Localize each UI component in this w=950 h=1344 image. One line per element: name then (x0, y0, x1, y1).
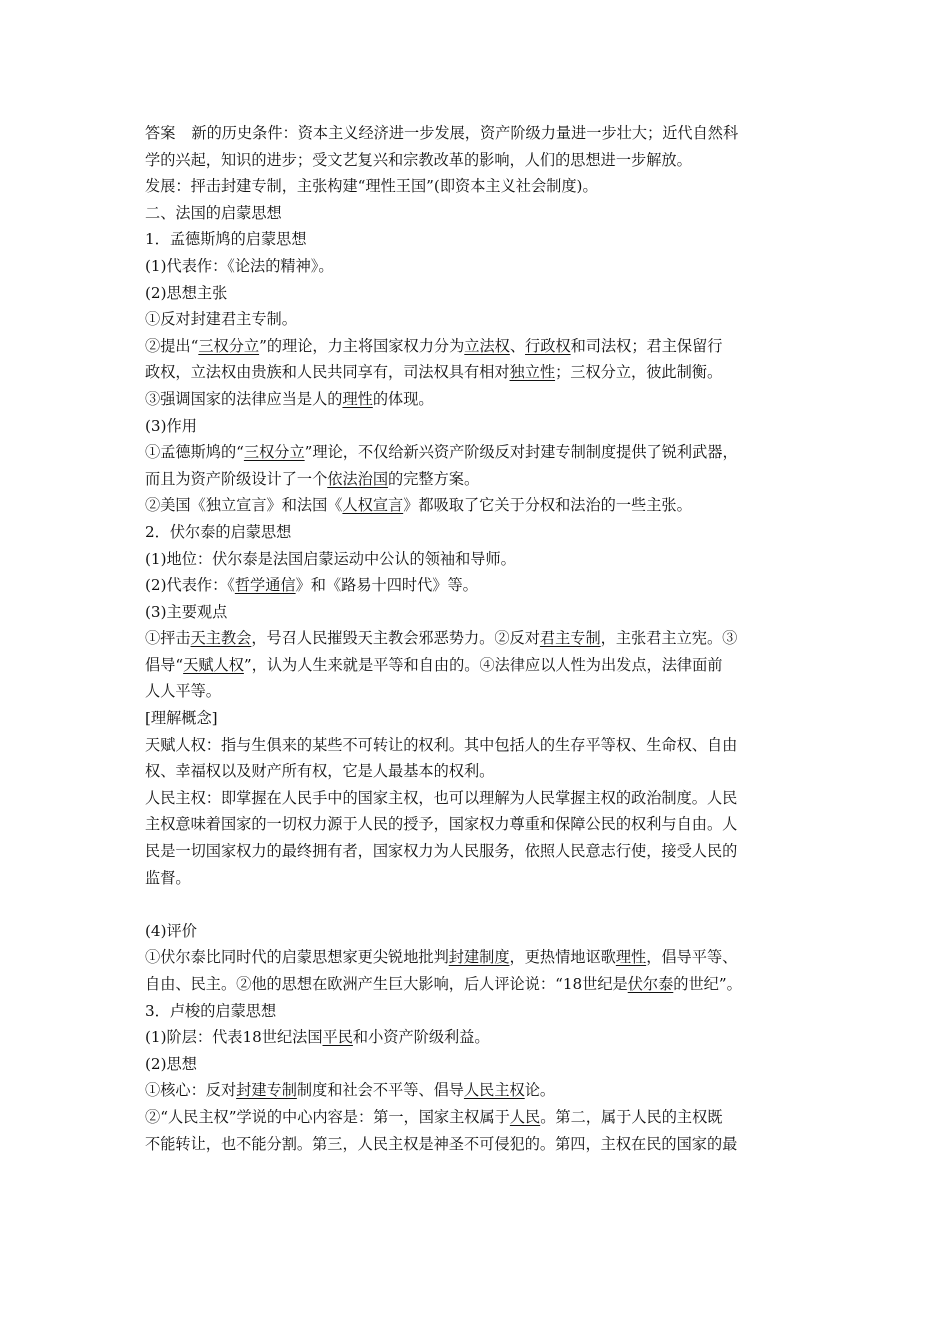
text-line (145, 971, 825, 998)
text-span: ②“人民主权”学说的中心内容是：第一，国家主权属于 (145, 1107, 510, 1126)
subsection-heading: 2．伏尔泰的启蒙思想 (145, 522, 292, 541)
text-line: 民是一切国家权力的最终拥有者，国家权力为人民服务，依照人民意志行使，接受人民的 (145, 842, 738, 861)
text-line: 人人平等。 (145, 682, 221, 701)
text-span: 而且为资产阶级设计了一个 (145, 469, 328, 488)
text-span: ”的理论，力主将国家权力分为 (259, 336, 465, 355)
underlined-term: 君主专制 (539, 629, 601, 648)
text-span: ，号召人民摧毁天主教会邪恶势力。②反对 (251, 629, 540, 648)
text-span: 的完整方案。 (388, 469, 480, 488)
text-span: ，更热情地讴歌 (509, 948, 616, 967)
text-span: 的体现。 (372, 389, 434, 408)
text-span: 倡导“ (145, 655, 184, 674)
text-line (145, 466, 825, 493)
underlined-term: 依法治国 (327, 469, 388, 488)
text-span: 》都吸取了它关于分权和法治的一些主张。 (403, 496, 692, 515)
section-heading: 二、法国的启蒙思想 (145, 203, 282, 222)
text-line: 监督。 (145, 868, 191, 887)
text-span: 自由、民主。②他的思想在欧洲产生巨大影响，后人评论说：“18世纪是 (145, 975, 628, 993)
text-span: ②提出“ (145, 336, 199, 355)
text-span: ”，认为人生来就是平等和自由的。④法律应以人性为出发点，法律面前 (243, 655, 723, 674)
text-line (145, 359, 825, 386)
text-span: ”理论，不仅给新兴资产阶级反对封建专制制度提供了锐利武器， (304, 443, 738, 462)
underlined-term: 封建专制 (236, 1081, 297, 1100)
text-span: 、 (509, 336, 526, 355)
text-span: (1)阶层：代表18世纪法国 (145, 1028, 323, 1047)
underlined-term: 人民 (509, 1107, 541, 1126)
text-line: 不能转让，也不能分割。第三，人民主权是神圣不可侵犯的。第四，主权在民的国家的最 (145, 1134, 738, 1153)
text-span: ①核心：反对 (145, 1081, 237, 1100)
text-span: ，主张君主立宪。③ (600, 629, 738, 648)
blank-line (145, 891, 825, 918)
text-span: 和小资产阶级利益。 (352, 1028, 490, 1047)
text-span: 政权，立法权由贵族和人民共同享有，司法权具有相对 (145, 363, 510, 382)
underlined-term: 人民主权 (463, 1081, 525, 1100)
text-line (145, 1024, 825, 1051)
text-span: ，倡导平等、 (646, 948, 738, 967)
text-line: (1)地位：伏尔泰是法国启蒙运动中公认的领袖和导师。 (145, 549, 516, 568)
text-line: 人民主权：即掌握在人民手中的国家主权，也可以理解为人民掌握主权的政治制度。人民 (145, 788, 738, 807)
text-line: 天赋人权：指与生俱来的某些不可转让的权利。其中包括人的生存平等权、生命权、自由 (145, 735, 738, 754)
text-line: (1)代表作：《论法的精神》。 (145, 256, 334, 275)
text-span: (2)代表作：《 (145, 576, 235, 595)
underlined-term: 理性 (615, 948, 647, 967)
text-line (145, 1077, 825, 1104)
text-span: 制度和社会不平等、倡导 (296, 1081, 464, 1100)
answer-text: 新的历史条件：资本主义经济进一步发展，资产阶级力量进一步壮大；近代自然科 (191, 124, 739, 142)
underlined-term: 人权宣言 (342, 496, 404, 515)
text-span: ①伏尔泰比同时代的启蒙思想家更尖锐地批判 (145, 948, 449, 967)
underlined-term: 三权分立 (198, 336, 260, 355)
text-span: ③强调国家的法律应当是人的 (145, 389, 343, 408)
text-span: ；三权分立，彼此制衡。 (555, 363, 723, 382)
text-line: (2)思想 (145, 1054, 197, 1073)
underlined-term: 封建制度 (448, 948, 510, 967)
answer-label: 答案 (145, 124, 176, 142)
underlined-term: 独立性 (509, 363, 556, 382)
text-line: ①反对封建君主专制。 (145, 310, 297, 329)
document-page (145, 120, 825, 1157)
text-span: 》和《路易十四时代》等。 (295, 576, 478, 595)
text-line (145, 386, 825, 413)
text-span: ②美国《独立宣言》和法国《 (145, 496, 343, 515)
underlined-term: 理性 (342, 389, 373, 408)
subsection-heading: 3．卢梭的启蒙思想 (145, 1001, 277, 1020)
text-line (145, 572, 825, 599)
text-span: ①孟德斯鸠的“ (145, 443, 244, 462)
text-line (145, 652, 825, 679)
text-line (145, 333, 825, 360)
text-line (145, 439, 825, 466)
text-line: (3)作用 (145, 416, 197, 435)
text-line: (4)评价 (145, 921, 197, 940)
underlined-term: 立法权 (464, 336, 510, 355)
text-line: 学的兴起，知识的进步；受文艺复兴和宗教改革的影响，人们的思想进一步解放。 (145, 150, 692, 169)
text-span: 的世纪”。 (673, 975, 742, 993)
concept-heading: [理解概念] (145, 709, 218, 728)
text-span: 论。 (524, 1081, 556, 1100)
text-span: 。第二，属于人民的主权既 (540, 1107, 723, 1126)
text-line (145, 492, 825, 519)
underlined-term: 三权分立 (243, 443, 305, 462)
text-line: 权、幸福权以及财产所有权，它是人最基本的权利。 (145, 762, 495, 781)
text-line (145, 625, 825, 652)
text-span: 和司法权；君主保留行 (570, 336, 723, 355)
underlined-term: 哲学通信 (234, 576, 296, 595)
text-line: 主权意味着国家的一切权力源于人民的授予，国家权力尊重和保障公民的权利与自由。人 (145, 815, 738, 834)
answer-line (145, 120, 825, 147)
text-span: ①抨击 (145, 629, 191, 648)
text-line (145, 944, 825, 971)
text-line: (2)思想主张 (145, 283, 228, 302)
subsection-heading: 1．孟德斯鸠的启蒙思想 (145, 230, 307, 249)
underlined-term: 平民 (322, 1028, 353, 1047)
underlined-term: 天赋人权 (183, 655, 244, 674)
underlined-term: 天主教会 (190, 629, 252, 648)
underlined-term: 伏尔泰 (627, 975, 674, 993)
text-line: (3)主要观点 (145, 602, 228, 621)
text-line: 发展：抨击封建专制，主张构建“理性王国”(即资本主义社会制度)。 (145, 177, 598, 196)
underlined-term: 行政权 (525, 336, 571, 355)
text-line (145, 1104, 825, 1131)
